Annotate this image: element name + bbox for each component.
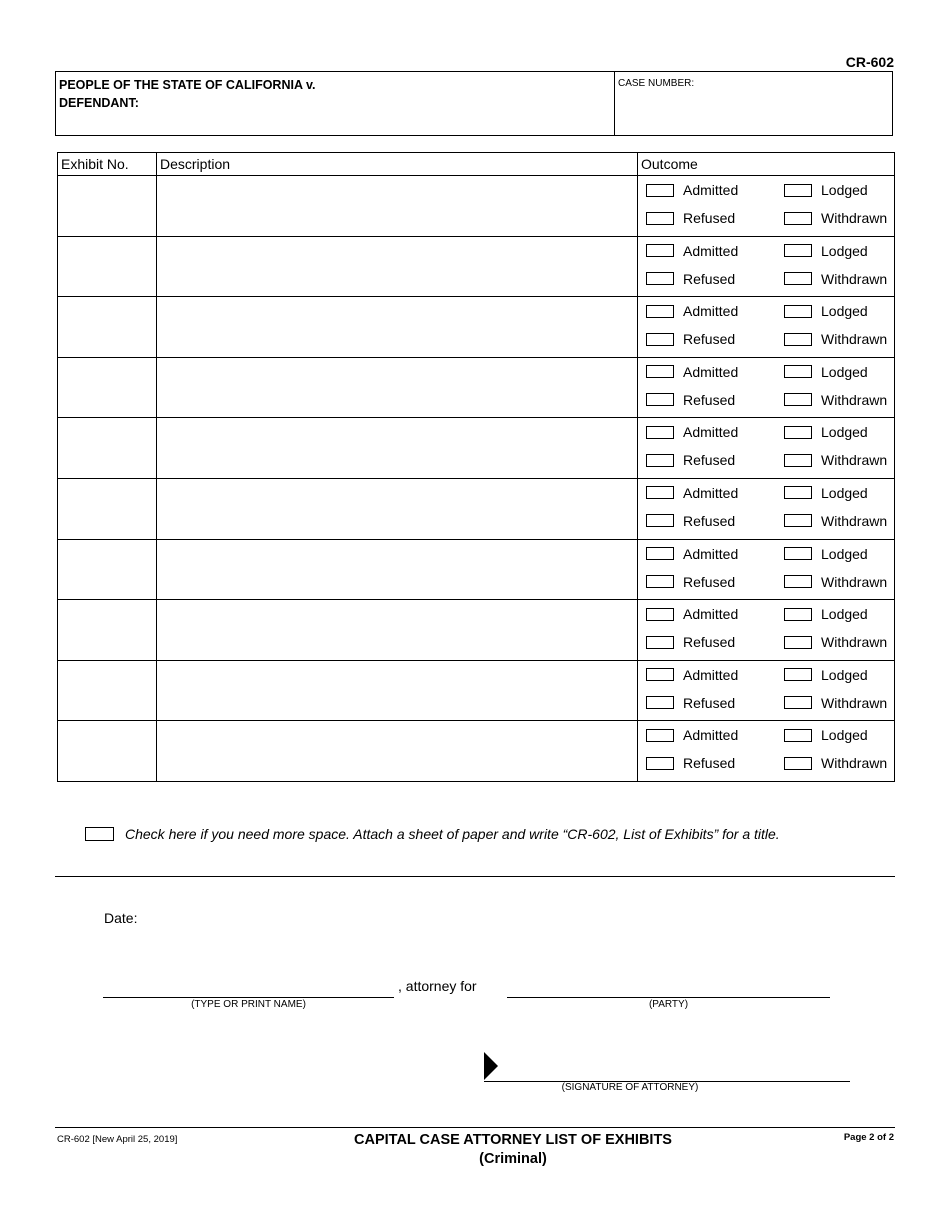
lodged-checkbox[interactable] <box>784 547 812 560</box>
withdrawn-label: Withdrawn <box>821 210 888 226</box>
description-cell[interactable] <box>157 297 638 358</box>
admitted-option[interactable] <box>646 182 738 198</box>
attorney-for-label: , attorney for <box>398 978 477 994</box>
withdrawn-label: Withdrawn <box>821 452 888 469</box>
lodged-label: Lodged <box>821 242 868 259</box>
withdrawn-option[interactable] <box>784 210 887 226</box>
refused-checkbox[interactable] <box>646 636 674 649</box>
admitted-checkbox[interactable] <box>646 547 674 560</box>
refused-option[interactable] <box>646 755 735 771</box>
admitted-label: Admitted <box>683 606 739 623</box>
refused-label: Refused <box>683 331 736 348</box>
exhibit-no-cell[interactable] <box>58 660 157 721</box>
description-cell[interactable] <box>157 236 638 297</box>
description-cell[interactable] <box>157 660 638 721</box>
lodged-label: Lodged <box>821 484 868 501</box>
lodged-checkbox[interactable] <box>784 305 812 318</box>
lodged-option[interactable] <box>784 243 868 259</box>
more-space-label: Check here if you need more space. Attach a sheet of paper and write “CR-602, List of Exhibits” for a title. <box>125 826 780 842</box>
more-space-row <box>85 826 780 842</box>
lodged-label: Lodged <box>821 606 868 623</box>
withdrawn-checkbox[interactable] <box>784 636 812 649</box>
exhibit-no-cell[interactable] <box>58 418 157 479</box>
withdrawn-option[interactable] <box>784 513 887 529</box>
party-field[interactable] <box>507 997 830 998</box>
refused-option[interactable] <box>646 392 735 408</box>
lodged-label: Lodged <box>821 182 868 198</box>
exhibit-no-cell[interactable] <box>58 297 157 358</box>
outcome-cell <box>638 357 895 418</box>
lodged-option[interactable] <box>784 727 868 743</box>
description-header: Description <box>157 153 638 176</box>
refused-label: Refused <box>683 391 736 408</box>
refused-label: Refused <box>683 210 736 226</box>
description-cell[interactable] <box>157 357 638 418</box>
admitted-label: Admitted <box>683 545 739 562</box>
exhibit-no-cell[interactable] <box>58 721 157 782</box>
refused-label: Refused <box>683 634 736 651</box>
outcome-cell <box>638 478 895 539</box>
outcome-cell <box>638 721 895 782</box>
lodged-checkbox[interactable] <box>784 184 812 197</box>
more-space-checkbox[interactable] <box>85 827 114 841</box>
admitted-label: Admitted <box>683 484 739 501</box>
admitted-checkbox[interactable] <box>646 365 674 378</box>
attorney-name-field[interactable] <box>103 997 394 998</box>
parties-field[interactable] <box>56 72 615 135</box>
outcome-header: Outcome <box>638 153 895 176</box>
exhibit-no-cell[interactable] <box>58 236 157 297</box>
lodged-option[interactable] <box>784 364 868 380</box>
form-title-sub: (Criminal) <box>479 1151 547 1167</box>
lodged-option[interactable] <box>784 546 868 562</box>
description-cell[interactable] <box>157 418 638 479</box>
lodged-checkbox[interactable] <box>784 486 812 499</box>
refused-label: Refused <box>683 694 736 711</box>
admitted-option[interactable] <box>646 303 738 319</box>
refused-option[interactable] <box>646 210 735 226</box>
table-row <box>58 236 895 297</box>
outcome-cell <box>638 539 895 600</box>
withdrawn-option[interactable] <box>784 634 887 650</box>
refused-checkbox[interactable] <box>646 212 674 225</box>
refused-option[interactable] <box>646 695 735 711</box>
withdrawn-checkbox[interactable] <box>784 575 812 588</box>
withdrawn-checkbox[interactable] <box>784 212 812 225</box>
refused-label: Refused <box>683 452 736 469</box>
description-cell[interactable] <box>157 600 638 661</box>
exhibit-no-cell[interactable] <box>58 600 157 661</box>
withdrawn-option[interactable] <box>784 392 887 408</box>
admitted-option[interactable] <box>646 667 738 683</box>
signature-arrow-icon <box>484 1052 498 1080</box>
withdrawn-checkbox[interactable] <box>784 696 812 709</box>
admitted-label: Admitted <box>683 424 739 441</box>
refused-checkbox[interactable] <box>646 454 674 467</box>
lodged-label: Lodged <box>821 363 868 380</box>
withdrawn-option[interactable] <box>784 452 887 468</box>
withdrawn-option[interactable] <box>784 695 887 711</box>
page-number: Page 2 of 2 <box>843 1132 894 1143</box>
admitted-checkbox[interactable] <box>646 184 674 197</box>
admitted-checkbox[interactable] <box>646 426 674 439</box>
outcome-cell <box>638 297 895 358</box>
outcome-cell <box>638 418 895 479</box>
attorney-name-caption: (TYPE OR PRINT NAME) <box>191 999 306 1010</box>
withdrawn-label: Withdrawn <box>821 512 888 529</box>
withdrawn-label: Withdrawn <box>821 694 888 711</box>
admitted-option[interactable] <box>646 243 738 259</box>
people-v-label: PEOPLE OF THE STATE OF CALIFORNIA v. <box>59 78 316 92</box>
withdrawn-option[interactable] <box>784 331 887 347</box>
refused-option[interactable] <box>646 574 735 590</box>
description-cell[interactable] <box>157 721 638 782</box>
outcome-cell <box>638 236 895 297</box>
lodged-option[interactable] <box>784 303 868 319</box>
outcome-cell <box>638 600 895 661</box>
withdrawn-option[interactable] <box>784 271 887 287</box>
lodged-option[interactable] <box>784 182 868 198</box>
admitted-checkbox[interactable] <box>646 729 674 742</box>
case-caption <box>55 71 893 136</box>
withdrawn-label: Withdrawn <box>821 573 888 590</box>
admitted-label: Admitted <box>683 303 739 320</box>
admitted-option[interactable] <box>646 546 738 562</box>
date-label: Date: <box>104 910 138 926</box>
refused-checkbox[interactable] <box>646 696 674 709</box>
table-row <box>58 176 895 237</box>
admitted-option[interactable] <box>646 727 738 743</box>
refused-label: Refused <box>683 755 736 772</box>
defendant-label: DEFENDANT: <box>59 96 139 110</box>
lodged-checkbox[interactable] <box>784 365 812 378</box>
admitted-label: Admitted <box>683 363 739 380</box>
section-divider <box>55 876 895 877</box>
admitted-option[interactable] <box>646 606 738 622</box>
table-row <box>58 418 895 479</box>
refused-label: Refused <box>683 512 736 529</box>
admitted-label: Admitted <box>683 182 739 198</box>
refused-checkbox[interactable] <box>646 272 674 285</box>
table-row <box>58 297 895 358</box>
lodged-checkbox[interactable] <box>784 668 812 681</box>
exhibit-no-header: Exhibit No. <box>58 153 157 176</box>
lodged-checkbox[interactable] <box>784 729 812 742</box>
outcome-cell <box>638 176 895 237</box>
case-number-label: CASE NUMBER: <box>618 78 695 89</box>
refused-checkbox[interactable] <box>646 393 674 406</box>
exhibit-no-cell[interactable] <box>58 176 157 237</box>
lodged-option[interactable] <box>784 667 868 683</box>
admitted-checkbox[interactable] <box>646 608 674 621</box>
table-row <box>58 539 895 600</box>
lodged-checkbox[interactable] <box>784 426 812 439</box>
lodged-option[interactable] <box>784 606 868 622</box>
footer-divider <box>55 1127 895 1128</box>
refused-checkbox[interactable] <box>646 514 674 527</box>
lodged-label: Lodged <box>821 545 868 562</box>
table-row <box>58 721 895 782</box>
withdrawn-label: Withdrawn <box>821 270 888 287</box>
withdrawn-option[interactable] <box>784 574 887 590</box>
table-row <box>58 478 895 539</box>
exhibit-no-cell[interactable] <box>58 478 157 539</box>
lodged-checkbox[interactable] <box>784 608 812 621</box>
exhibit-no-cell[interactable] <box>58 357 157 418</box>
admitted-checkbox[interactable] <box>646 244 674 257</box>
admitted-option[interactable] <box>646 364 738 380</box>
admitted-checkbox[interactable] <box>646 486 674 499</box>
case-number-field[interactable] <box>615 72 892 137</box>
refused-option[interactable] <box>646 452 735 468</box>
withdrawn-label: Withdrawn <box>821 331 888 348</box>
description-cell[interactable] <box>157 478 638 539</box>
admitted-option[interactable] <box>646 485 738 501</box>
admitted-checkbox[interactable] <box>646 305 674 318</box>
refused-label: Refused <box>683 573 736 590</box>
refused-option[interactable] <box>646 331 735 347</box>
withdrawn-checkbox[interactable] <box>784 333 812 346</box>
withdrawn-option[interactable] <box>784 755 887 771</box>
lodged-label: Lodged <box>821 666 868 683</box>
form-revision: CR-602 [New April 25, 2019] <box>57 1134 178 1145</box>
table-row <box>58 357 895 418</box>
admitted-checkbox[interactable] <box>646 668 674 681</box>
party-caption: (PARTY) <box>648 999 689 1010</box>
withdrawn-label: Withdrawn <box>821 391 888 408</box>
refused-checkbox[interactable] <box>646 575 674 588</box>
outcome-cell <box>638 660 895 721</box>
withdrawn-label: Withdrawn <box>821 634 888 651</box>
form-title <box>300 1131 726 1169</box>
withdrawn-checkbox[interactable] <box>784 393 812 406</box>
lodged-option[interactable] <box>784 485 868 501</box>
table-row <box>58 600 895 661</box>
form-id: CR-602 <box>845 54 894 70</box>
withdrawn-checkbox[interactable] <box>784 454 812 467</box>
refused-option[interactable] <box>646 634 735 650</box>
admitted-option[interactable] <box>646 424 738 440</box>
refused-label: Refused <box>683 270 736 287</box>
admitted-label: Admitted <box>683 242 739 259</box>
table-header-row <box>58 153 895 176</box>
refused-checkbox[interactable] <box>646 333 674 346</box>
lodged-label: Lodged <box>821 424 868 441</box>
form-title-main: CAPITAL CASE ATTORNEY LIST OF EXHIBITS <box>354 1132 672 1148</box>
exhibit-no-cell[interactable] <box>58 539 157 600</box>
lodged-label: Lodged <box>821 303 868 320</box>
lodged-option[interactable] <box>784 424 868 440</box>
refused-checkbox[interactable] <box>646 757 674 770</box>
withdrawn-checkbox[interactable] <box>784 514 812 527</box>
admitted-label: Admitted <box>683 727 739 744</box>
refused-option[interactable] <box>646 513 735 529</box>
lodged-checkbox[interactable] <box>784 244 812 257</box>
description-cell[interactable] <box>157 176 638 237</box>
refused-option[interactable] <box>646 271 735 287</box>
description-cell[interactable] <box>157 539 638 600</box>
exhibits-table <box>57 152 895 782</box>
signature-caption: (SIGNATURE OF ATTORNEY) <box>561 1082 699 1093</box>
withdrawn-checkbox[interactable] <box>784 272 812 285</box>
withdrawn-label: Withdrawn <box>821 755 888 772</box>
admitted-label: Admitted <box>683 666 739 683</box>
withdrawn-checkbox[interactable] <box>784 757 812 770</box>
table-row <box>58 660 895 721</box>
lodged-label: Lodged <box>821 727 868 744</box>
